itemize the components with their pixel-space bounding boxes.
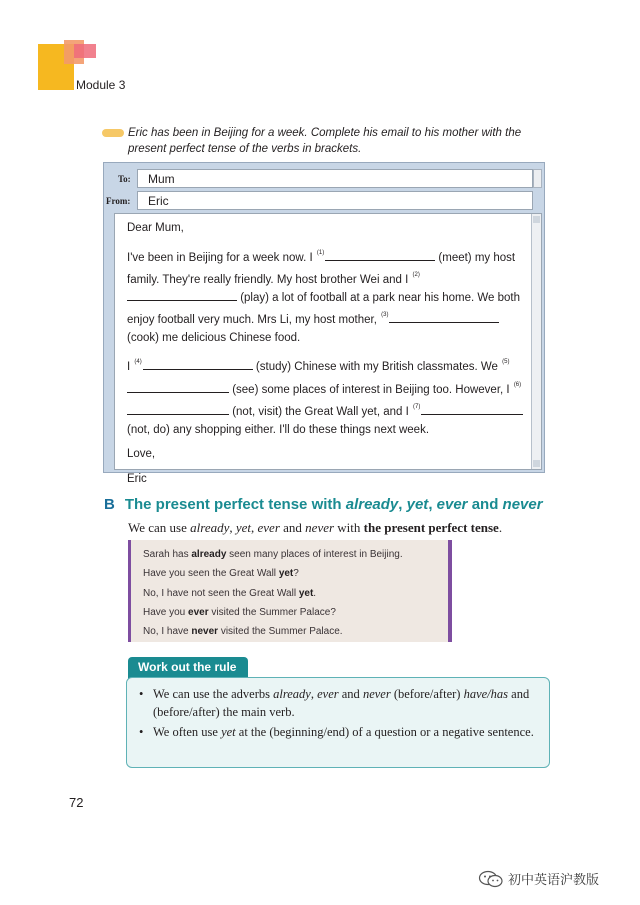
text: the present perfect tense (363, 520, 499, 535)
text: at the (beginning/end) of a question or a negative sentence. (235, 725, 534, 739)
example-sentence (143, 622, 448, 641)
email-text (127, 220, 529, 488)
text: already (273, 687, 311, 701)
blank-5[interactable] (127, 382, 229, 393)
text: and (338, 687, 363, 701)
text: already (191, 549, 227, 560)
blank-number-6: (6) (513, 381, 522, 388)
blank-2[interactable] (127, 290, 237, 301)
text: (not, visit) the Great Wall yet, and I (229, 406, 413, 418)
blank-number-2: (2) (412, 272, 420, 278)
text: never (191, 626, 219, 638)
rule-heading: Work out the rule (128, 657, 248, 679)
email-greeting: Dear Mum, (127, 222, 184, 234)
blank-number-7: (7) (413, 404, 421, 410)
text: Sarah has (143, 549, 192, 560)
text: (before/after) (390, 687, 464, 701)
text: (meet) my host family. They're really friendly. My host brother Wei and I (127, 251, 516, 286)
text: and (467, 496, 503, 513)
text: We often use (153, 725, 222, 739)
text: never (305, 520, 335, 535)
section-b-intro (128, 520, 502, 536)
email-closing: Love, (127, 448, 156, 460)
text: ever (436, 496, 468, 513)
to-field[interactable]: Mum (137, 169, 533, 188)
text: never (502, 496, 543, 513)
instruction-text: Eric has been in Beijing for a week. Complete his email to his mother with the present perfect tense of the verbs in brackets. (128, 127, 522, 155)
text: , (251, 520, 258, 535)
rule-box (126, 677, 550, 768)
example-sentence (143, 545, 448, 564)
section-b-heading (104, 496, 543, 513)
example-sentence (143, 584, 448, 603)
rule-bullet-1 (137, 686, 535, 721)
to-label: To: (118, 174, 131, 184)
text: , (310, 687, 318, 701)
text: . (313, 587, 317, 599)
text: yet (235, 520, 252, 535)
text: yet (221, 725, 236, 739)
blank-number-3: (3) (381, 312, 389, 318)
scroll-down-arrow-icon[interactable] (533, 460, 540, 467)
watermark (478, 869, 599, 888)
text: ever (188, 606, 209, 618)
text: Have you seen the Great Wall (143, 568, 279, 580)
email-body-scrollbar[interactable] (531, 214, 541, 469)
text: No, I have (143, 626, 192, 638)
text: ever (257, 520, 280, 535)
text: . (498, 520, 503, 535)
text: with (334, 520, 364, 535)
text: (not, do) any shopping either. I'll do these things next week. (127, 423, 430, 436)
email-paragraph-1 (127, 245, 529, 348)
examples-box (128, 540, 452, 642)
text: We can use (128, 520, 191, 535)
text: never (362, 687, 391, 701)
text: The present perfect tense with (124, 496, 346, 513)
blank-7[interactable] (421, 404, 523, 415)
page-number: 72 (69, 795, 84, 810)
text: ever (317, 687, 339, 701)
text: and (before/after) the main verb. (153, 687, 530, 719)
text: already (190, 520, 230, 535)
text: No, I have not seen the Great Wall (143, 587, 299, 599)
section-letter: B (104, 496, 115, 513)
rule-bullet-2 (137, 724, 535, 742)
email-body[interactable] (114, 213, 542, 485)
text: , (229, 520, 236, 535)
instruction-marker (102, 129, 124, 137)
module-label: Module 3 (76, 78, 126, 92)
scroll-up-arrow-icon[interactable] (533, 216, 540, 223)
example-sentence (143, 564, 448, 583)
text: (study) Chinese with my British classmates. We (252, 361, 502, 373)
blank-number-4: (4) (134, 359, 142, 365)
example-sentence (143, 603, 448, 622)
to-field-scrollbar[interactable] (533, 169, 542, 188)
text: ? (293, 568, 299, 580)
text: yet (406, 496, 429, 513)
text: and (279, 520, 306, 535)
text: , (398, 496, 407, 513)
from-label: From: (106, 196, 131, 206)
blank-6[interactable] (127, 404, 229, 415)
blank-number-5: (5) (502, 359, 510, 365)
text: seen many places of interest in Beijing. (226, 549, 403, 560)
text: I (127, 361, 134, 373)
text: already (345, 496, 399, 513)
text: We can use the adverbs (153, 687, 274, 701)
watermark-text: 初中英语沪教版 (508, 872, 600, 887)
email-window (103, 162, 545, 485)
blank-3[interactable] (389, 312, 499, 323)
blank-4[interactable] (143, 359, 253, 370)
text: visited the Summer Palace. (218, 626, 343, 638)
blank-number-1: (1) (316, 249, 325, 256)
text: (cook) me delicious Chinese food. (127, 331, 301, 344)
text: Have you (143, 606, 189, 618)
text: (play) a lot of football at a park near his home. We both enjoy football very much. Mrs Li, my host mother, (127, 291, 520, 326)
text: visited the Summer Palace? (208, 606, 336, 618)
text: , (428, 496, 437, 513)
wechat-icon (478, 870, 504, 888)
email-signature: Eric (127, 472, 147, 485)
text: have/has (463, 687, 509, 701)
text: yet (298, 587, 314, 599)
blank-1[interactable] (325, 250, 435, 261)
text: I've been in Beijing for a week now. I (127, 251, 316, 264)
from-field[interactable]: Eric (137, 191, 533, 210)
email-paragraph-2 (127, 354, 529, 439)
text: (see) some places of interest in Beijing too. However, I (229, 383, 513, 396)
text: yet (278, 568, 294, 580)
